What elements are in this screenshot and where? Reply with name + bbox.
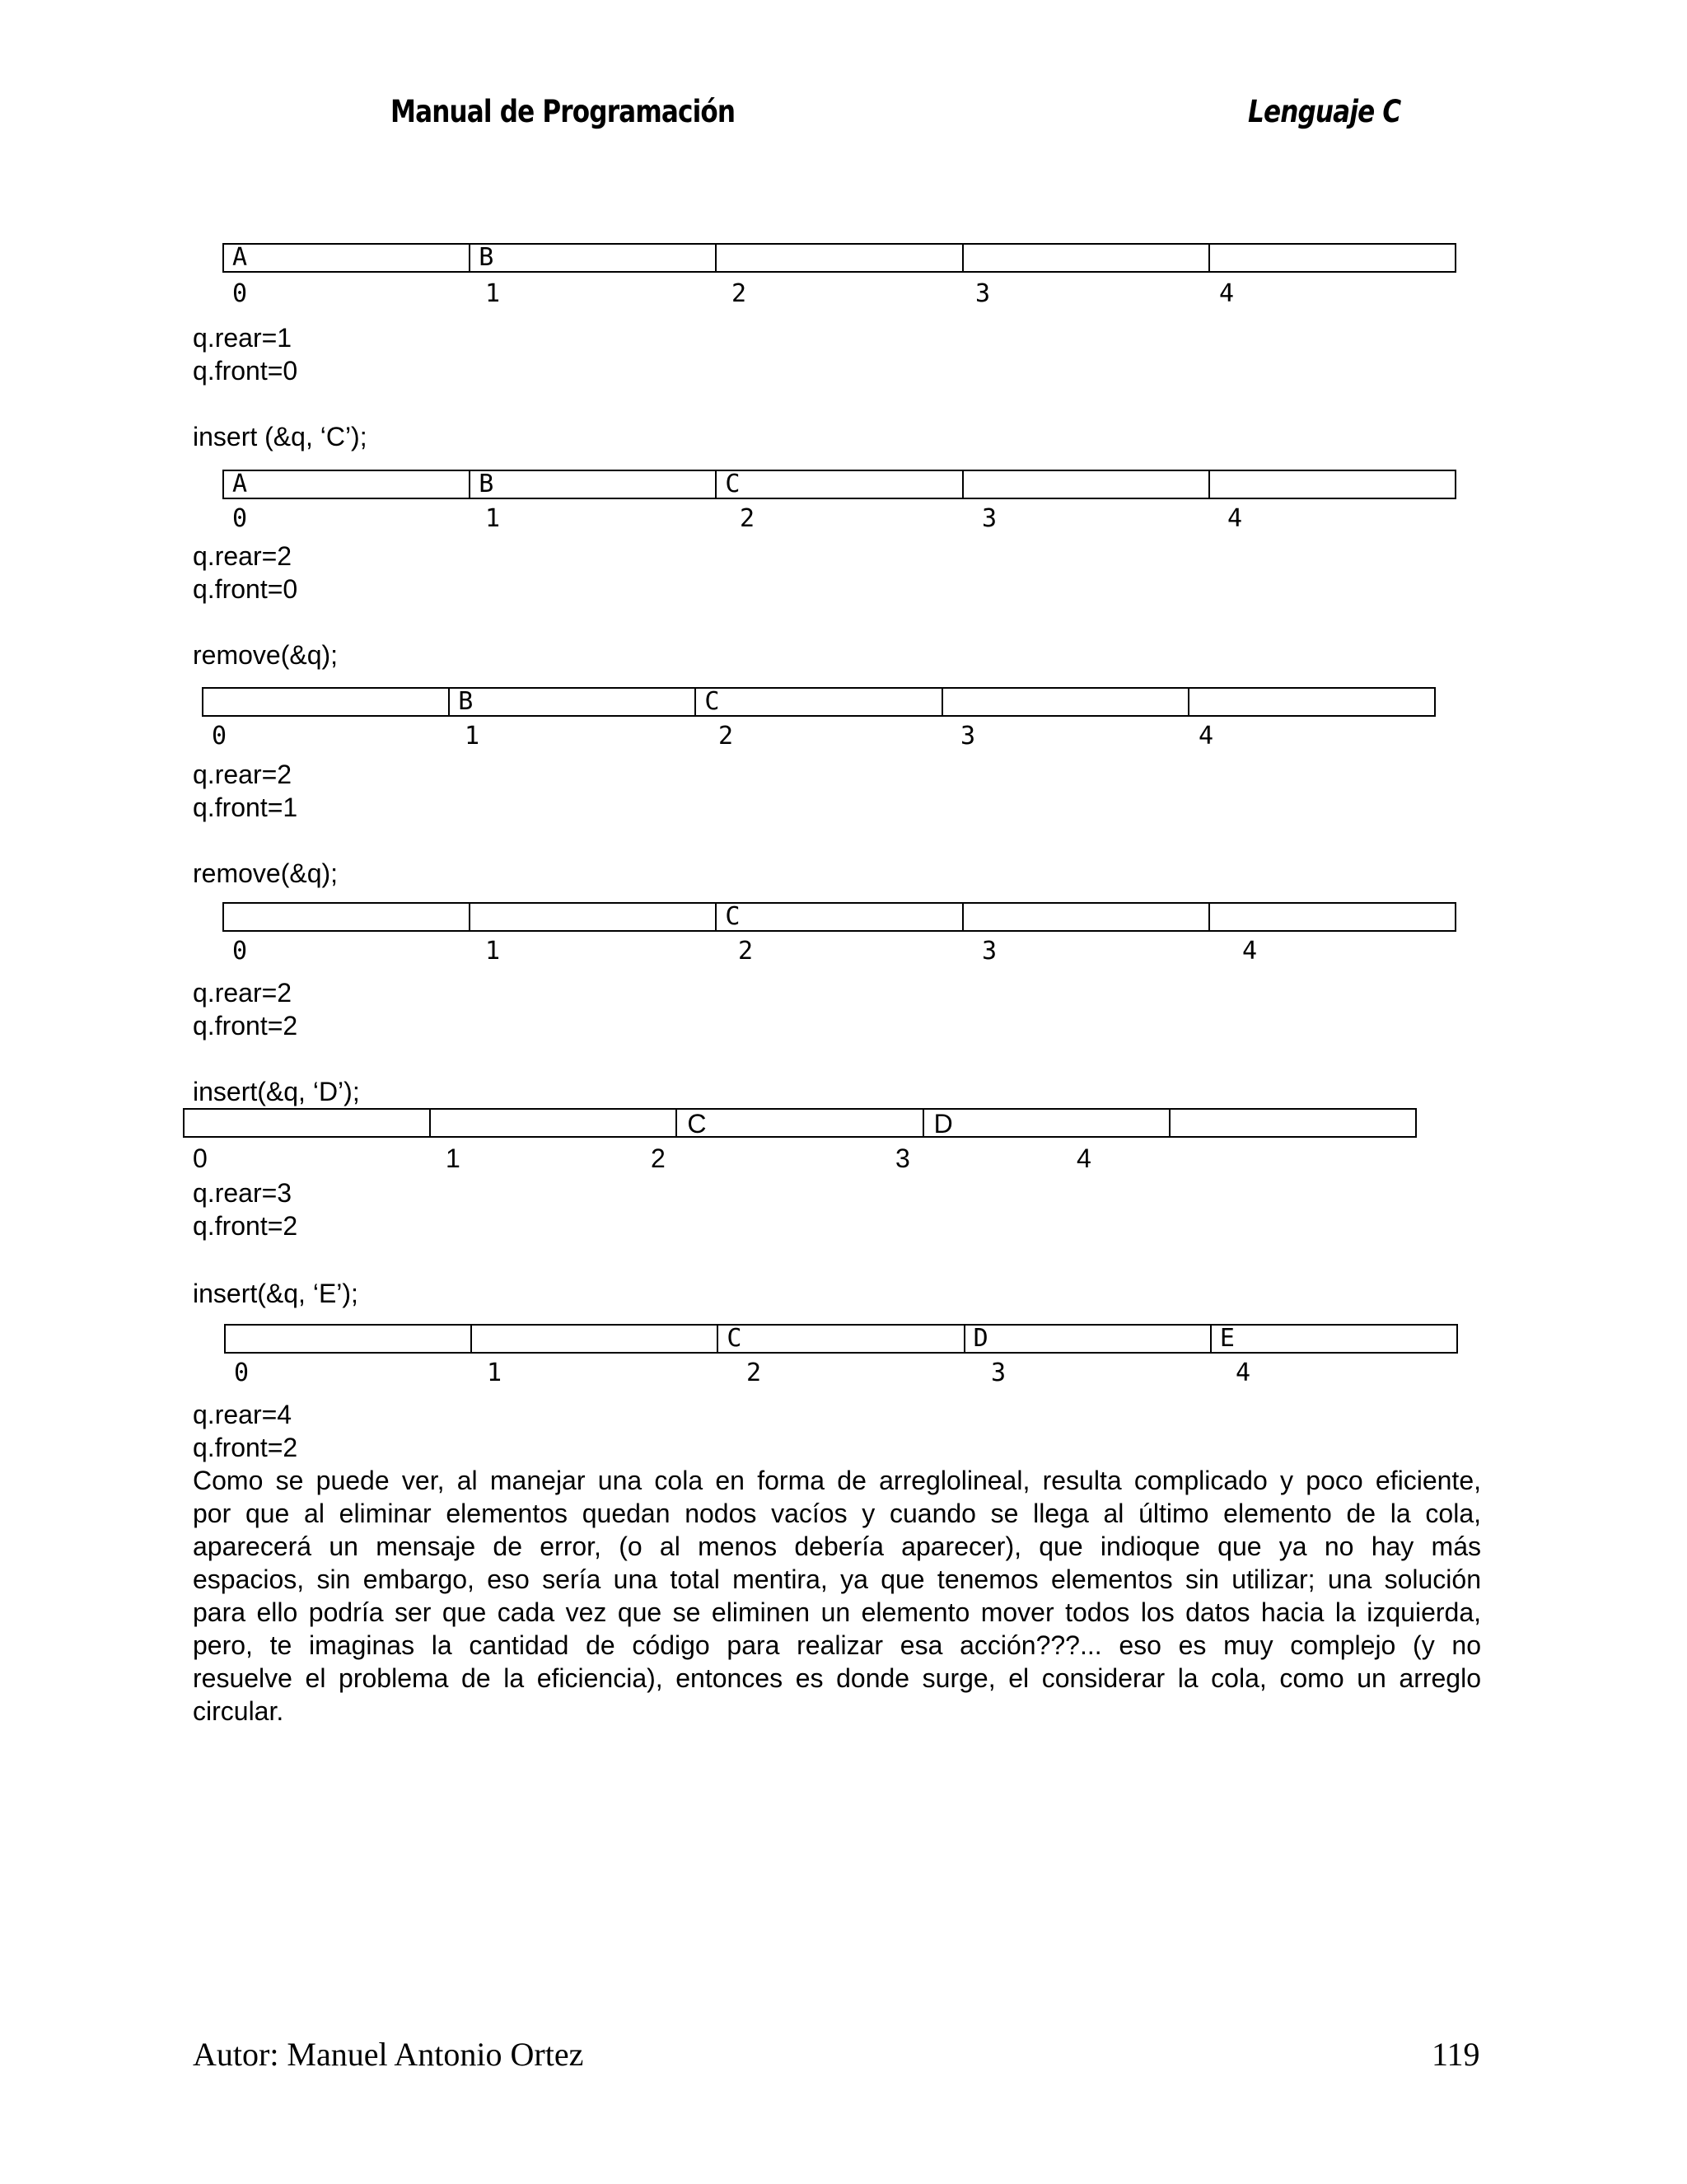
front-value: q.front=2 — [193, 1433, 298, 1462]
paragraph-line: aparecerá un mensaje de error, (o al menos debería aparecer), que indioque que ya no hay más — [193, 1532, 1481, 1561]
front-value: q.front=1 — [193, 793, 298, 822]
page-number: 119 — [1432, 2036, 1480, 2073]
queue-cell: C — [717, 471, 963, 498]
array-index: 1 — [485, 279, 501, 308]
queue-cell — [226, 1326, 472, 1352]
code-line: insert(&q, ‘E’); — [193, 1279, 358, 1308]
front-value: q.front=2 — [193, 1011, 298, 1041]
queue-cell: C — [696, 689, 942, 715]
rear-value: q.rear=2 — [193, 760, 292, 789]
array-index: 0 — [212, 722, 227, 751]
queue-cell — [431, 1110, 677, 1136]
array-index: 1 — [465, 722, 480, 751]
queue-array — [222, 902, 1456, 932]
rear-value: q.rear=1 — [193, 323, 292, 353]
queue-cell — [203, 689, 450, 715]
array-index: 4 — [1242, 937, 1258, 966]
body-paragraph — [193, 1464, 1481, 1728]
queue-cell: A — [224, 245, 470, 271]
array-index: 2 — [718, 722, 734, 751]
queue-cell: D — [965, 1326, 1212, 1352]
array-index: 2 — [738, 937, 754, 966]
front-value: q.front=2 — [193, 1211, 298, 1241]
rear-value: q.rear=2 — [193, 978, 292, 1008]
array-index: 4 — [1236, 1359, 1251, 1387]
code-line: remove(&q); — [193, 858, 339, 888]
queue-cell — [964, 904, 1210, 930]
paragraph-line: espacios, sin embargo, eso sería una total mentira, ya que tenemos elementos sin utilizar; una solución — [193, 1564, 1481, 1594]
paragraph-line: resuelve el problema de la eficiencia), entonces es donde surge, el considerar la cola, como un arreglo — [193, 1663, 1481, 1693]
code-line: remove(&q); — [193, 640, 339, 670]
array-index: 2 — [651, 1143, 666, 1173]
queue-array — [183, 1108, 1417, 1138]
queue-cell: C — [717, 904, 963, 930]
queue-cell: B — [450, 689, 696, 715]
front-value: q.front=0 — [193, 356, 298, 386]
queue-cell — [224, 904, 470, 930]
array-index: 4 — [1199, 722, 1214, 751]
array-index: 4 — [1227, 504, 1243, 533]
code-line: insert (&q, ‘C’); — [193, 422, 367, 451]
array-index: 3 — [895, 1143, 910, 1173]
array-index: 0 — [232, 937, 248, 966]
array-index: 1 — [485, 504, 501, 533]
queue-cell — [470, 904, 717, 930]
array-index: 1 — [446, 1143, 460, 1173]
queue-cell — [964, 471, 1210, 498]
queue-cell — [943, 689, 1189, 715]
queue-cell: D — [924, 1110, 1171, 1136]
paragraph-line: pero, te imaginas la cantidad de código para realizar esa acción???... eso es muy complejo (y no — [193, 1630, 1481, 1660]
array-index: 2 — [740, 504, 755, 533]
paragraph-line: por que al eliminar elementos quedan nodos vacíos y cuando se llega al último elemento de la cola, — [193, 1499, 1481, 1528]
header-subtitle: Lenguaje C — [1248, 94, 1401, 129]
front-value: q.front=0 — [193, 574, 298, 604]
queue-cell: A — [224, 471, 470, 498]
array-index: 0 — [234, 1359, 250, 1387]
array-index: 0 — [232, 279, 248, 308]
array-index: 3 — [982, 937, 998, 966]
queue-cell — [185, 1110, 431, 1136]
header-title: Manual de Programación — [390, 94, 736, 129]
queue-cell: C — [718, 1326, 965, 1352]
paragraph-line: Como se puede ver, al manejar una cola en forma de arreglolineal, resulta complicado y poco eficiente, — [193, 1466, 1481, 1495]
rear-value: q.rear=3 — [193, 1178, 292, 1208]
queue-cell — [1171, 1110, 1415, 1136]
paragraph-line: para ello podría ser que cada vez que se eliminen un elemento mover todos los datos hacia la izquierda, — [193, 1597, 1481, 1627]
array-index: 1 — [485, 937, 501, 966]
queue-cell: B — [470, 471, 717, 498]
rear-value: q.rear=4 — [193, 1400, 292, 1429]
footer-author: Autor: Manuel Antonio Ortez — [193, 2036, 584, 2073]
queue-cell — [964, 245, 1210, 271]
array-index: 1 — [487, 1359, 502, 1387]
array-index: 3 — [991, 1359, 1007, 1387]
array-index: 4 — [1077, 1143, 1091, 1173]
queue-array — [222, 243, 1456, 273]
queue-array — [222, 470, 1456, 499]
queue-cell — [472, 1326, 718, 1352]
array-index: 0 — [232, 504, 248, 533]
array-index: 2 — [746, 1359, 762, 1387]
array-index: 3 — [982, 504, 998, 533]
paragraph-line: circular. — [193, 1696, 284, 1726]
queue-cell: B — [470, 245, 717, 271]
array-index: 3 — [975, 279, 991, 308]
queue-cell — [1210, 471, 1455, 498]
rear-value: q.rear=2 — [193, 541, 292, 571]
queue-cell — [717, 245, 963, 271]
queue-cell — [1210, 904, 1455, 930]
array-index: 0 — [193, 1143, 208, 1173]
array-index: 2 — [731, 279, 747, 308]
queue-cell — [1189, 689, 1434, 715]
code-line: insert(&q, ‘D’); — [193, 1077, 360, 1106]
queue-cell — [1210, 245, 1455, 271]
queue-cell: C — [677, 1110, 923, 1136]
array-index: 4 — [1219, 279, 1235, 308]
queue-cell: E — [1219, 1324, 1235, 1353]
queue-array — [202, 687, 1436, 717]
queue-array — [224, 1324, 1458, 1354]
array-index: 3 — [960, 722, 976, 751]
